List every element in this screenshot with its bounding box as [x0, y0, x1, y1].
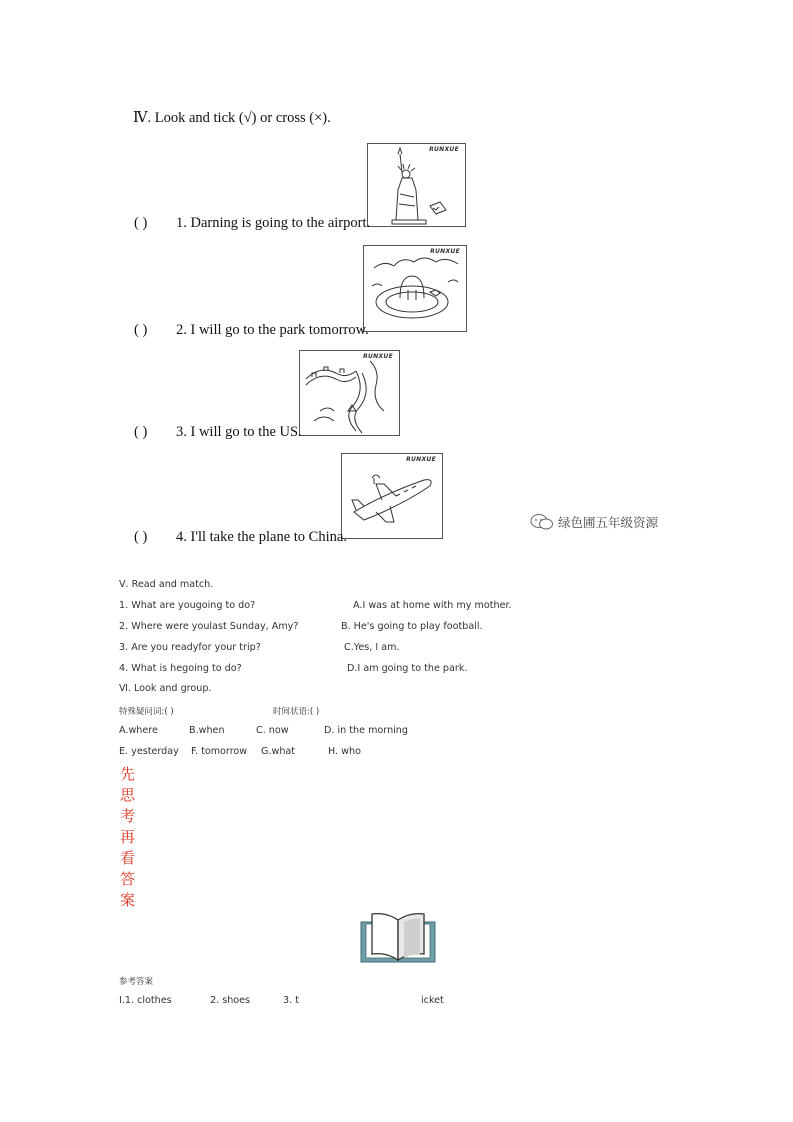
wechat-icon [530, 513, 554, 531]
match-left-4: 4. What is hegoing to do? [119, 663, 242, 674]
option-c: C. now [256, 725, 289, 736]
item2-bracket: ( ) [134, 322, 148, 338]
answer-3-cont: icket [421, 995, 444, 1006]
watermark-text: 绿色圃五年级资源 [558, 515, 659, 530]
airplane-picture [341, 453, 443, 539]
statue-of-liberty-icon [368, 144, 467, 228]
option-g: G.what [261, 746, 296, 757]
note-char-4: 再 [120, 828, 136, 846]
item2-text: 2. I will go to the park tomorrow. [176, 322, 369, 338]
item1-bracket: ( ) [134, 215, 148, 231]
note-char-2: 思 [120, 786, 136, 804]
option-d: D. in the morning [324, 725, 408, 736]
item3-bracket: ( ) [134, 424, 148, 440]
great-wall-picture [299, 350, 400, 436]
note-char-3: 考 [120, 807, 136, 825]
match-right-c: C.Yes, I am. [344, 642, 400, 653]
item3-text: 3. I will go to the US. [176, 424, 302, 440]
section4-heading: Ⅳ. Look and tick (√) or cross (×). [133, 110, 331, 126]
group-question-words: 特殊疑问词:( ) [119, 707, 174, 717]
section5-heading: Ⅴ. Read and match. [119, 579, 214, 590]
match-left-3: 3. Are you readyfor your trip? [119, 642, 261, 653]
option-f: F. tomorrow [191, 746, 248, 757]
item4-text: 4. I'll take the plane to China. [176, 529, 347, 545]
option-h: H. who [328, 746, 361, 757]
answer-1: I.1. clothes [119, 995, 172, 1006]
open-book-icon [360, 910, 436, 964]
option-b: B.when [189, 725, 225, 736]
airplane-icon [342, 454, 444, 540]
item4-bracket: ( ) [134, 529, 148, 545]
note-char-5: 看 [120, 849, 136, 867]
answer-3: 3. t [283, 995, 299, 1006]
answers-heading: 参考答案 [119, 977, 154, 987]
match-right-b: B. He's going to play football. [341, 621, 483, 632]
match-right-a: A.I was at home with my mother. [353, 600, 512, 611]
item1-text: 1. Darning is going to the airport. [176, 215, 371, 231]
watermark [530, 513, 658, 531]
section6-heading: Ⅵ. Look and group. [119, 683, 212, 694]
park-fountain-icon [364, 246, 468, 333]
picture-brand: RUNXUE [430, 248, 460, 255]
option-a: A.where [119, 725, 158, 736]
answer-2: 2. shoes [210, 995, 251, 1006]
group-time-phrases: 时间状语:( ) [273, 707, 320, 717]
note-char-7: 案 [120, 891, 136, 909]
statue-of-liberty-picture [367, 143, 466, 227]
match-right-d: D.I am going to the park. [347, 663, 468, 674]
picture-brand: RUNXUE [429, 146, 459, 153]
park-fountain-picture [363, 245, 467, 332]
great-wall-icon [300, 351, 401, 437]
option-e: E. yesterday [119, 746, 179, 757]
match-left-1: 1. What are yougoing to do? [119, 600, 256, 611]
note-char-6: 答 [120, 870, 136, 888]
note-char-1: 先 [120, 765, 136, 783]
match-left-2: 2. Where were youlast Sunday, Amy? [119, 621, 299, 632]
picture-brand: RUNXUE [363, 353, 393, 360]
picture-brand: RUNXUE [406, 456, 436, 463]
